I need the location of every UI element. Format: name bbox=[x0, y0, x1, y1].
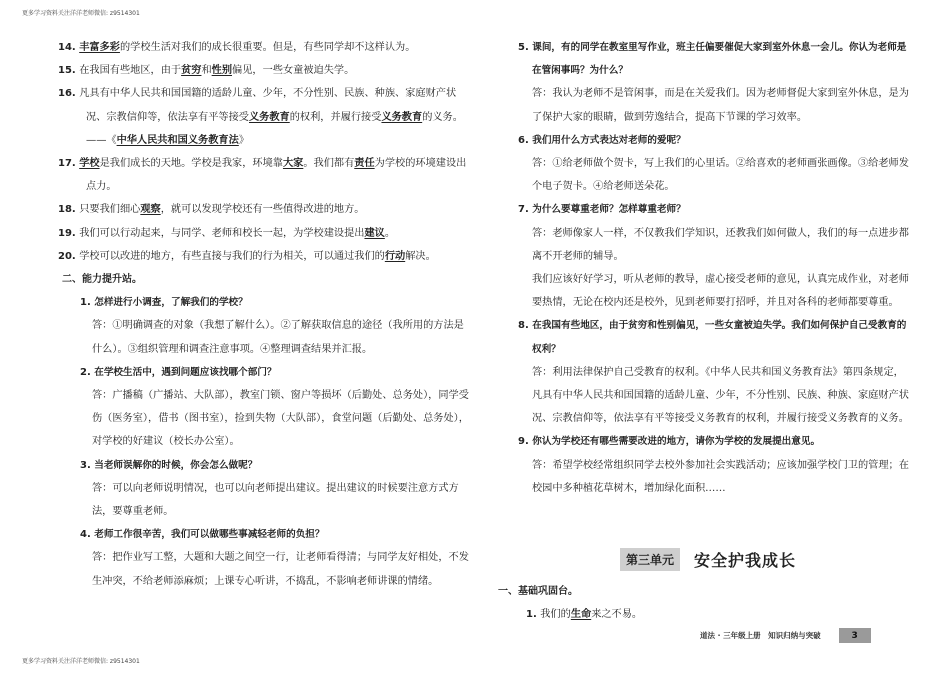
answer-blank: 建议 bbox=[364, 226, 385, 239]
text-run: 来之不易。 bbox=[591, 609, 643, 621]
watermark-top: 更多学习资料关注洋洋老师微信: z9514301 bbox=[22, 10, 140, 17]
text-run: 我们的 bbox=[540, 609, 571, 621]
answer-blank: 中华人民共和国义务教育法 bbox=[116, 133, 239, 146]
question-text: 我们用什么方式表达对老师的爱呢？ bbox=[532, 134, 686, 146]
section-heading-ability: 二、能力提升站。 bbox=[62, 274, 142, 286]
text-run: 偏见，一些女童被迫失学。 bbox=[232, 65, 355, 77]
item-number: 1. bbox=[526, 609, 541, 621]
right-column bbox=[510, 36, 912, 500]
text-run: 的权利，并履行接受 bbox=[289, 111, 382, 123]
question bbox=[58, 361, 472, 384]
fill-blank-item bbox=[58, 198, 472, 221]
text-run: 的学校生活对我们的成长很重要。但是，有些同学却不这样认为。 bbox=[119, 42, 416, 53]
item-number: 17. bbox=[58, 158, 80, 170]
answer: 我们应该好好学习，听从老师的教导，虚心接受老师的意见，认真完成作业，对老师要热情，无论在校内还是校外，见到老师要打招呼，并且对各科的老师都要尊重。 bbox=[532, 274, 909, 309]
question bbox=[510, 129, 912, 152]
unit-section bbox=[498, 580, 912, 626]
answer: 答：把作业写工整，大题和大题之间空一行，让老师看得清；与同学友好相处，不发生冲突，不给老师添麻烦；上课专心听讲，不捣乱，不影响老师讲课的情绪。 bbox=[92, 552, 469, 587]
text-run: 》 bbox=[238, 134, 249, 146]
question-text: 为什么要尊重老师？怎样尊重老师？ bbox=[532, 204, 686, 216]
answer-blank: 学校 bbox=[79, 157, 100, 170]
question-number: 5. bbox=[518, 42, 533, 53]
footer-label: 道法 · 三年级上册 知识归纳与突破 bbox=[700, 631, 821, 640]
question bbox=[510, 430, 912, 453]
question-text: 在我国有些地区，由于贫穷和性别偏见，一些女童被迫失学。我们如何保护自己受教育的权利？ bbox=[532, 320, 907, 355]
answer-blank: 义务教育 bbox=[249, 110, 290, 123]
fill-blank-item bbox=[58, 245, 472, 268]
answer: 答：广播稿（广播站、大队部），教室门锁、窗户等损坏（后勤处、总务处），同学受伤（医务室），借书（图书室），捡到失物（大队部），食堂问题（后勤处、总务处），对学校的好建议（校长办公室）。 bbox=[92, 390, 469, 448]
unit-badge: 第三单元 bbox=[620, 548, 680, 571]
question-number: 7. bbox=[518, 204, 533, 216]
question-number: 8. bbox=[518, 320, 533, 332]
text-run: 为学校的环境建设出点力。 bbox=[86, 158, 467, 193]
text-run: 学校可以改进的地方，有些直接与我们的行为相关，可以通过我们的 bbox=[79, 250, 385, 262]
fill-blank-item bbox=[58, 222, 472, 245]
fill-blank-item bbox=[58, 36, 472, 59]
answer-blank: 丰富多彩 bbox=[79, 41, 120, 53]
text-run: ，就可以发现学校还有一些值得改进的地方。 bbox=[160, 204, 365, 216]
question-text: 当老师误解你的时候，你会怎么做呢？ bbox=[94, 459, 258, 471]
text-run: 解决。 bbox=[405, 250, 436, 262]
question-number: 2. bbox=[80, 366, 95, 378]
text-run: 和 bbox=[201, 65, 212, 77]
question-text: 老师工作很辛苦，我们可以做哪些事减轻老师的负担？ bbox=[94, 529, 325, 541]
answer-blank: 生命 bbox=[570, 608, 592, 621]
watermark-bottom: 更多学习资料关注洋洋老师微信: z9514301 bbox=[22, 658, 140, 665]
answer: 答：①给老师做个贺卡，写上我们的心里话。②给喜欢的老师画张画像。③给老师发个电子贺卡。④给老师送朵花。 bbox=[532, 158, 909, 193]
question-number: 4. bbox=[80, 529, 95, 541]
answer-blank: 观察 bbox=[140, 203, 161, 216]
fill-blank-list bbox=[58, 36, 472, 268]
item-number: 19. bbox=[58, 227, 80, 239]
fill-blank-item bbox=[498, 603, 912, 626]
question bbox=[58, 291, 472, 314]
answer-blank: 责任 bbox=[354, 157, 375, 170]
answer: 答：利用法律保护自己受教育的权利。《中华人民共和国义务教育法》第四条规定，凡具有中华人民共和国国籍的适龄儿童、少年，不分性别、民族、种族、家庭财产状况、宗教信仰等，依法享有平等接受义务教育的权利，并履行接受义务教育的义务。 bbox=[532, 366, 909, 425]
answer: 答：希望学校经常组织同学去校外参加社会实践活动；应该加强学校门卫的管理；在校园中多种植花草树木，增加绿化面积…… bbox=[532, 459, 909, 494]
question-number: 9. bbox=[518, 436, 533, 448]
question-text: 在学校生活中，遇到问题应该找哪个部门？ bbox=[94, 366, 277, 378]
item-number: 20. bbox=[58, 250, 80, 262]
unit-name: 安全护我成长 bbox=[694, 550, 797, 570]
item-number: 15. bbox=[58, 65, 80, 77]
text-run: 的义务。——《 bbox=[86, 111, 463, 146]
answer: 答：我认为老师不是管闲事，而是在关爱我们。因为老师督促大家到室外休息，是为了保护大家的眼睛，做到劳逸结合，提高下节课的学习效率。 bbox=[532, 88, 909, 123]
question bbox=[510, 36, 912, 82]
page-number: 3 bbox=[839, 628, 871, 643]
unit-title bbox=[620, 548, 796, 570]
question bbox=[58, 523, 472, 546]
answer-blank: 行动 bbox=[384, 249, 406, 262]
answer-blank: 大家 bbox=[282, 157, 304, 170]
fill-blank-item bbox=[58, 82, 472, 152]
answer: 答：老师像家人一样，不仅教我们学知识，还教我们如何做人，我们的每一点进步都离不开老师的辅导。 bbox=[532, 227, 909, 262]
question-number: 6. bbox=[518, 134, 533, 146]
text-run: 。我们都有 bbox=[303, 158, 355, 170]
section-heading-basic: 一、基础巩固台。 bbox=[498, 586, 578, 597]
qa-list-right bbox=[510, 36, 912, 500]
text-run: 凡具有中华人民共和国国籍的适龄儿童、少年，不分性别、民族、种族、家庭财产状况、宗教信仰等，依法享有平等接受 bbox=[79, 88, 457, 123]
item-number: 16. bbox=[58, 88, 80, 100]
answer-blank: 性别 bbox=[211, 64, 233, 77]
item-number: 18. bbox=[58, 204, 80, 216]
answer: 答：可以向老师说明情况，也可以向老师提出建议。提出建议的时候要注意方式方法，要尊重老师。 bbox=[92, 482, 459, 518]
question bbox=[510, 314, 912, 360]
text-run: 是我们成长的天地。学校是我家，环境靠 bbox=[99, 158, 283, 170]
question bbox=[510, 198, 912, 221]
text-run: 只要我们细心 bbox=[79, 204, 141, 216]
qa-list-left bbox=[58, 291, 472, 593]
fill-blank-item bbox=[58, 59, 472, 82]
question-text: 课间，有的同学在教室里写作业，班主任偏要催促大家到室外休息一会儿。你认为老师是在管闲事吗？为什么？ bbox=[532, 42, 907, 77]
question-text: 怎样进行小调查，了解我们的学校？ bbox=[94, 297, 248, 309]
answer: 答：①明确调查的对象（我想了解什么）。②了解获取信息的途径（我所用的方法是什么）。③组织管理和调查注意事项。④整理调查结果并汇报。 bbox=[92, 320, 464, 355]
text-run: 在我国有些地区，由于 bbox=[79, 65, 182, 77]
item-number: 14. bbox=[58, 42, 80, 53]
text-run: 我们可以行动起来，与同学、老师和校长一起，为学校建设提出 bbox=[79, 227, 365, 239]
text-run: 。 bbox=[384, 227, 396, 239]
question bbox=[58, 454, 472, 477]
question-number: 3. bbox=[80, 459, 95, 471]
page-footer bbox=[700, 628, 871, 643]
answer-blank: 义务教育 bbox=[381, 110, 423, 123]
question-number: 1. bbox=[80, 297, 95, 309]
left-column bbox=[58, 36, 472, 593]
answer-blank: 贫穷 bbox=[181, 64, 202, 77]
question-text: 你认为学校还有哪些需要改进的地方，请你为学校的发展提出意见。 bbox=[532, 436, 821, 448]
fill-blank-item bbox=[58, 152, 472, 198]
